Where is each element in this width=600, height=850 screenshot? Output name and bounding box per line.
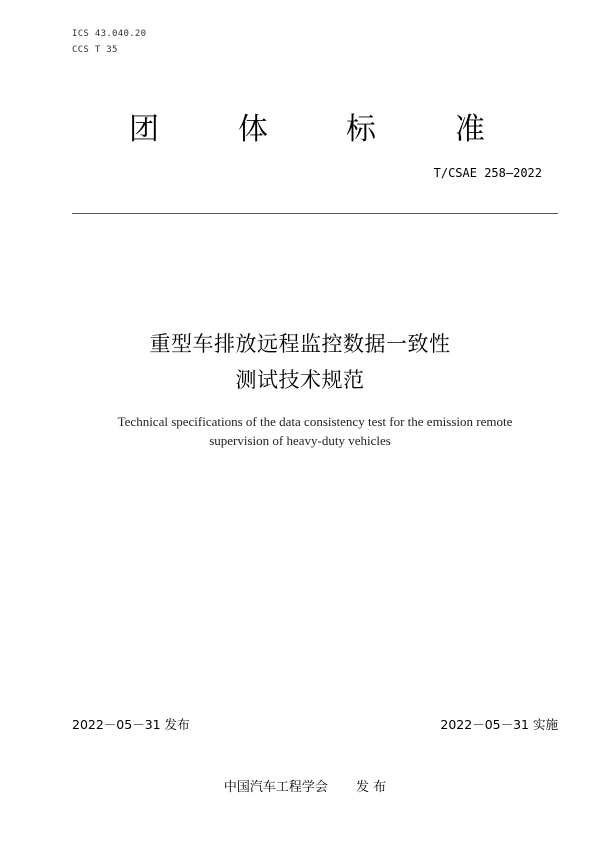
- title-english-line-1: Technical specifications of the data consistency test for the emission remote: [117, 414, 513, 429]
- standard-type-char: 标: [346, 112, 376, 147]
- standard-type-char: 团: [129, 112, 159, 147]
- title-english-line-2: supervision of heavy-duty vehicles: [209, 433, 391, 448]
- implementation-date: 2022－05－31 实施: [440, 717, 558, 732]
- standard-type-char: 准: [455, 112, 485, 147]
- standard-type-char: 体: [238, 112, 268, 147]
- standard-number: T/CSAE 258—2022: [433, 166, 542, 180]
- publisher-name: 中国汽车工程学会: [223, 780, 328, 795]
- header-divider: [72, 213, 558, 214]
- standard-type-heading: [0, 108, 600, 156]
- ccs-code: CCS T 35: [72, 45, 118, 55]
- ics-code: ICS 43.040.20: [72, 29, 147, 39]
- issue-date: 2022－05－31 发布: [72, 717, 190, 732]
- publisher-action: 发 布: [355, 780, 387, 795]
- title-chinese-line-1: 重型车排放远程监控数据一致性: [149, 332, 451, 356]
- title-chinese-line-2: 测试技术规范: [235, 368, 365, 392]
- publisher-line: [0, 776, 600, 795]
